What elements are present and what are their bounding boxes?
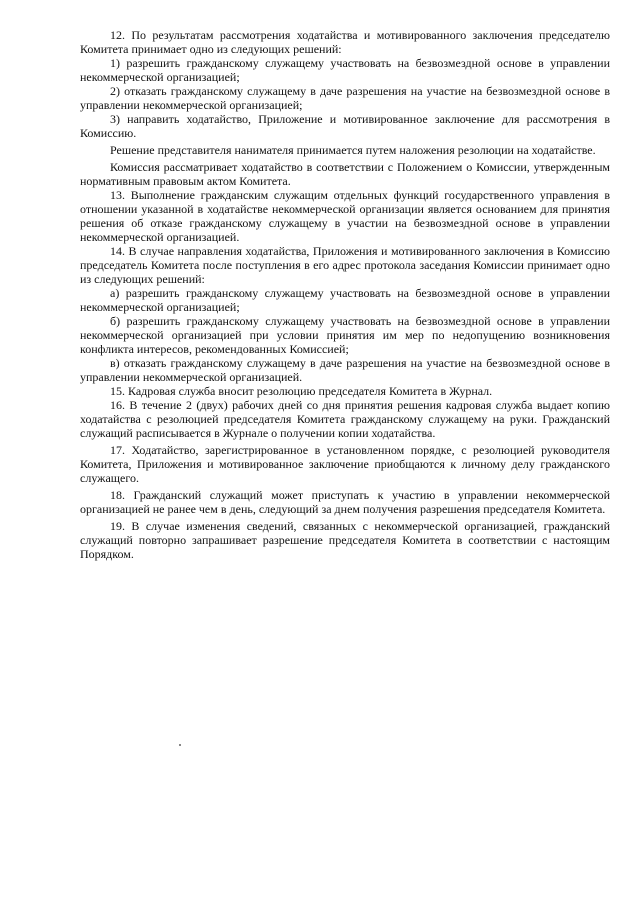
paragraph-12-option-1: 1) разрешить гражданскому служащему участвовать на безвозмездной основе в управлении некоммерческой организацией; <box>80 56 610 84</box>
paragraph-commission-note: Комиссия рассматривает ходатайство в соответствии с Положением о Комиссии, утвержденным нормативным правовым актом Комитета. <box>80 160 610 188</box>
paragraph-12-option-2: 2) отказать гражданскому служащему в даче разрешения на участие на безвозмездной основе в управлении некоммерческой организацией; <box>80 84 610 112</box>
paragraph-19: 19. В случае изменения сведений, связанных с некоммерческой организацией, гражданский служащий повторно запрашивает разрешение председателя Комитета в соответствии с настоящим Порядком. <box>80 519 610 561</box>
document-body <box>80 28 610 561</box>
paragraph-16: 16. В течение 2 (двух) рабочих дней со дня принятия решения кадровая служба выдает копию ходатайства с резолюцией председателя Комитета гражданскому служащему на руки. Гражданский служащий расписывается в Журнале о получении копии ходатайства. <box>80 398 610 440</box>
paragraph-17: 17. Ходатайство, зарегистрированное в установленном порядке, с резолюцией руководителя Комитета, Приложения и мотивированное заключение приобщаются к личному делу гражданского служащего. <box>80 443 610 485</box>
paragraph-12: 12. По результатам рассмотрения ходатайства и мотивированного заключения председателю Комитета принимает одно из следующих решений: <box>80 28 610 56</box>
paragraph-13: 13. Выполнение гражданским служащим отдельных функций государственного управления в отношении указанной в ходатайстве некоммерческой организации является основанием для принятия решения об отказе гражданскому служащему в участии на безвозмездной основе в управлении некоммерческой организацией. <box>80 188 610 244</box>
paragraph-14-option-a: а) разрешить гражданскому служащему участвовать на безвозмездной основе в управлении некоммерческой организацией; <box>80 286 610 314</box>
paragraph-14-option-b: б) разрешить гражданскому служащему участвовать на безвозмездной основе в управлении некоммерческой организацией при условии принятия им мер по недопущению возникновения конфликта интересов, рекомендованных Комиссией; <box>80 314 610 356</box>
paragraph-15: 15. Кадровая служба вносит резолюцию председателя Комитета в Журнал. <box>110 384 493 398</box>
paragraph-14-option-c: в) отказать гражданскому служащему в даче разрешения на участие на безвозмездной основе в управлении некоммерческой организацией. <box>80 356 610 384</box>
paragraph-12-option-3: 3) направить ходатайство, Приложение и мотивированное заключение для рассмотрения в Комиссию. <box>80 112 610 140</box>
paragraph-18: 18. Гражданский служащий может приступать к участию в управлении некоммерческой организацией не ранее чем в день, следующий за днем получения разрешения председателя Комитета. <box>80 488 610 516</box>
paragraph-resolution-note: Решение представителя нанимателя принимается путем наложения резолюции на ходатайстве. <box>110 143 596 157</box>
paragraph-14: 14. В случае направления ходатайства, Приложения и мотивированного заключения в Комиссию председатель Комитета после поступления в его адрес протокола заседания Комиссии принимает одно из следующих решений: <box>80 244 610 286</box>
scan-speck <box>179 744 181 746</box>
